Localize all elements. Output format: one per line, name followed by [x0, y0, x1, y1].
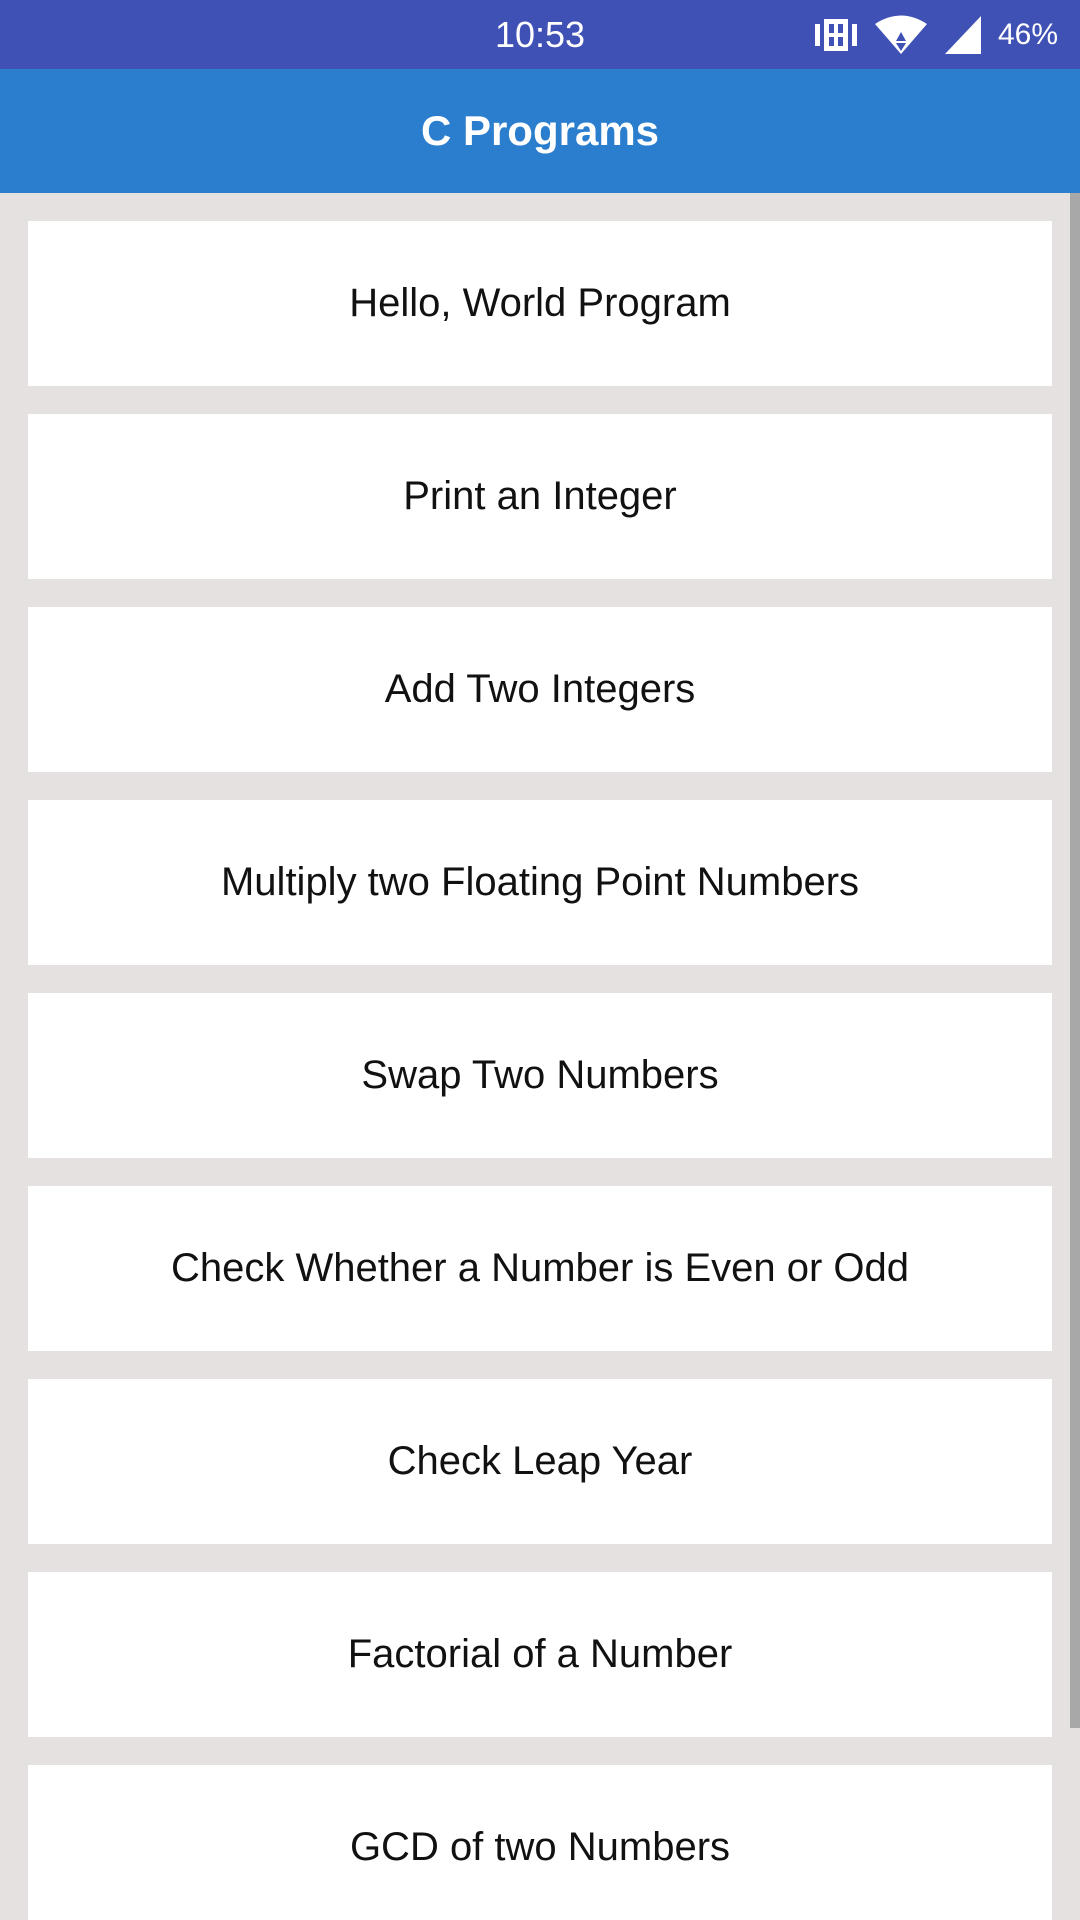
list-item-label: Add Two Integers: [384, 667, 696, 711]
list-item-label: Factorial of a Number: [347, 1632, 733, 1676]
app-bar: [0, 69, 1080, 193]
status-icons: [798, 0, 1058, 69]
list-item-factorial[interactable]: [28, 1572, 1052, 1737]
list-item-leap-year[interactable]: [28, 1379, 1052, 1544]
status-time: 10:53: [494, 14, 586, 55]
program-list[interactable]: [0, 193, 1080, 1920]
list-item-multiply-floats[interactable]: [28, 800, 1052, 965]
list-item-label: Hello, World Program: [349, 281, 731, 325]
list-item-gcd[interactable]: [28, 1765, 1052, 1920]
status-bar: [0, 0, 1080, 69]
list-item-label: Swap Two Numbers: [361, 1053, 719, 1097]
list-item-add-two-integers[interactable]: [28, 607, 1052, 772]
list-item-hello-world[interactable]: [28, 221, 1052, 386]
scrollbar[interactable]: [1070, 193, 1080, 1728]
list-item-label: Check Leap Year: [387, 1439, 693, 1483]
list-item-even-odd[interactable]: [28, 1186, 1052, 1351]
list-item-label: Check Whether a Number is Even or Odd: [170, 1246, 910, 1290]
list-item-swap-numbers[interactable]: [28, 993, 1052, 1158]
list-item-print-integer[interactable]: [28, 414, 1052, 579]
page-title: C Programs: [420, 107, 660, 154]
list-item-label: Print an Integer: [403, 474, 677, 518]
cell-signal-icon: [944, 15, 982, 55]
vibrate-icon: [814, 18, 858, 52]
list-item-label: Multiply two Floating Point Numbers: [220, 860, 860, 904]
list-item-label: GCD of two Numbers: [349, 1825, 731, 1869]
wifi-icon: [874, 15, 928, 55]
battery-percent: 46%: [997, 17, 1058, 51]
